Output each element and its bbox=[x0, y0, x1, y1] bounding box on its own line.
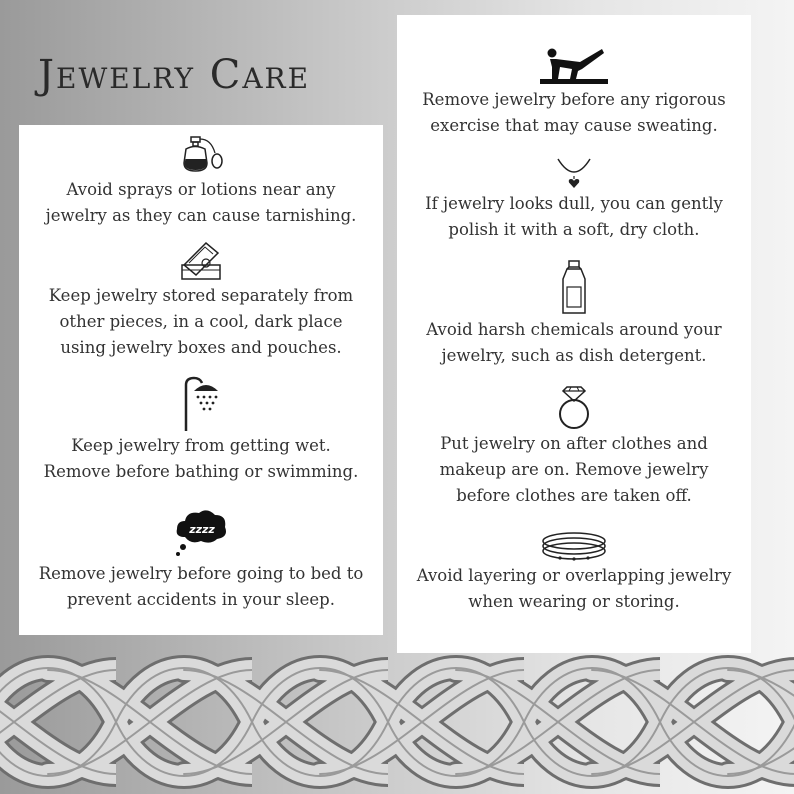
detergent-bottle-icon bbox=[554, 259, 594, 317]
tip-wet-line-2: Remove before bathing or swimming. bbox=[43, 462, 359, 481]
tip-sprays-line-2: jewelry as they can cause tarnishing. bbox=[45, 206, 357, 225]
tip-layering-line-2: when wearing or storing. bbox=[468, 592, 680, 611]
tip-chemicals-line-2: jewelry, such as dish detergent. bbox=[441, 346, 707, 365]
tip-sprays-line-1: Avoid sprays or lotions near any bbox=[66, 180, 336, 199]
tip-sprays bbox=[19, 135, 383, 229]
bangle-bracelets-icon bbox=[540, 529, 608, 563]
sleep-badge-text: zzzz bbox=[189, 523, 215, 536]
tip-exercise-line-1: Remove jewelry before any rigorous bbox=[422, 90, 726, 109]
tip-sleep-line-2: prevent accidents in your sleep. bbox=[67, 590, 335, 609]
tip-layering bbox=[397, 529, 751, 615]
tip-order-line-2: makeup are on. Remove jewelry bbox=[439, 460, 709, 479]
diamond-ring-icon bbox=[554, 383, 594, 431]
left-care-card bbox=[19, 125, 383, 635]
tip-storage-line-2: other pieces, in a cool, dark place bbox=[59, 312, 343, 331]
tip-layering-line-1: Avoid layering or overlapping jewelry bbox=[416, 566, 732, 585]
tip-exercise-line-2: exercise that may cause sweating. bbox=[430, 116, 718, 135]
necklace-icon bbox=[554, 155, 594, 191]
celtic-knot-border bbox=[0, 650, 794, 794]
tip-order bbox=[397, 383, 751, 509]
shower-icon bbox=[176, 375, 226, 433]
tip-polish bbox=[397, 155, 751, 243]
jewelry-box-icon bbox=[176, 237, 226, 283]
tip-chemicals-line-1: Avoid harsh chemicals around your bbox=[426, 320, 722, 339]
tip-sleep bbox=[19, 505, 383, 613]
page-title: Jewelry Care bbox=[38, 52, 311, 98]
right-care-card bbox=[397, 15, 751, 653]
tip-exercise bbox=[397, 45, 751, 139]
sleep-cloud-icon bbox=[171, 505, 231, 561]
perfume-bottle-icon bbox=[173, 135, 229, 177]
tip-wet-line-1: Keep jewelry from getting wet. bbox=[71, 436, 331, 455]
tip-storage-line-3: using jewelry boxes and pouches. bbox=[60, 338, 342, 357]
tip-wet bbox=[19, 375, 383, 485]
tip-chemicals bbox=[397, 259, 751, 369]
tip-sleep-line-1: Remove jewelry before going to bed to bbox=[38, 564, 364, 583]
tip-polish-line-1: If jewelry looks dull, you can gently bbox=[425, 194, 723, 213]
tip-order-line-1: Put jewelry on after clothes and bbox=[440, 434, 708, 453]
tip-storage-line-1: Keep jewelry stored separately from bbox=[48, 286, 354, 305]
tip-polish-line-2: polish it with a soft, dry cloth. bbox=[448, 220, 700, 239]
exercise-icon bbox=[534, 45, 614, 87]
tip-storage bbox=[19, 237, 383, 361]
tip-order-line-3: before clothes are taken off. bbox=[456, 486, 692, 505]
